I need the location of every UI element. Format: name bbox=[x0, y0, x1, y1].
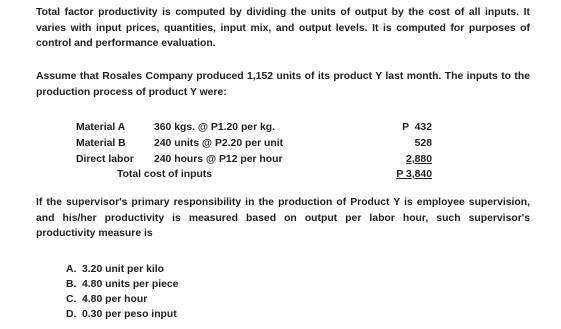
choice-letter: D. bbox=[66, 309, 77, 320]
input-desc-material-a: 360 kgs. @ P1.20 per kg. bbox=[154, 122, 276, 133]
choice-text: 4.80 per hour bbox=[82, 294, 148, 305]
input-value-material-a: P 432 bbox=[402, 122, 432, 133]
choice-letter: C. bbox=[66, 294, 77, 305]
total-cost-label: Total cost of inputs bbox=[117, 169, 213, 180]
input-label-material-b: Material B bbox=[76, 138, 126, 149]
choice-d[interactable] bbox=[66, 308, 177, 321]
choice-text: 4.80 units per piece bbox=[82, 279, 179, 290]
choice-text: 0.30 per peso input bbox=[82, 309, 177, 320]
choice-a[interactable] bbox=[66, 263, 164, 276]
assumption-paragraph: Assume that Rosales Company produced 1,152 units of its product Y last month. The inputs to the production process of product Y were: bbox=[36, 71, 530, 98]
input-value-material-b: 528 bbox=[414, 138, 432, 149]
intro-paragraph: Total factor productivity is computed by dividing the units of output by the cost of all inputs. It varies with input prices, quantities, input mix, and output levels. It is computed for purposes of control and performance evaluation. bbox=[36, 7, 530, 49]
total-cost-value: P 3,840 bbox=[396, 169, 432, 180]
input-value-direct-labor: 2,880 bbox=[405, 154, 432, 165]
question-paragraph: If the supervisor's primary responsibility in the production of Product Y is employee supervision, and his/her productivity is measured based on output per labor hour, such supervisor's productivity measure is bbox=[36, 197, 530, 239]
input-desc-direct-labor: 240 hours @ P12 per hour bbox=[154, 154, 283, 165]
input-desc-material-b: 240 units @ P2.20 per unit bbox=[154, 138, 284, 149]
choice-c[interactable] bbox=[66, 293, 147, 306]
choice-letter: A. bbox=[66, 264, 77, 275]
choice-letter: B. bbox=[66, 279, 77, 290]
choice-text: 3.20 unit per kilo bbox=[82, 264, 164, 275]
input-label-material-a: Material A bbox=[76, 122, 126, 133]
choice-b[interactable] bbox=[66, 278, 178, 291]
input-label-direct-labor: Direct labor bbox=[76, 154, 134, 165]
